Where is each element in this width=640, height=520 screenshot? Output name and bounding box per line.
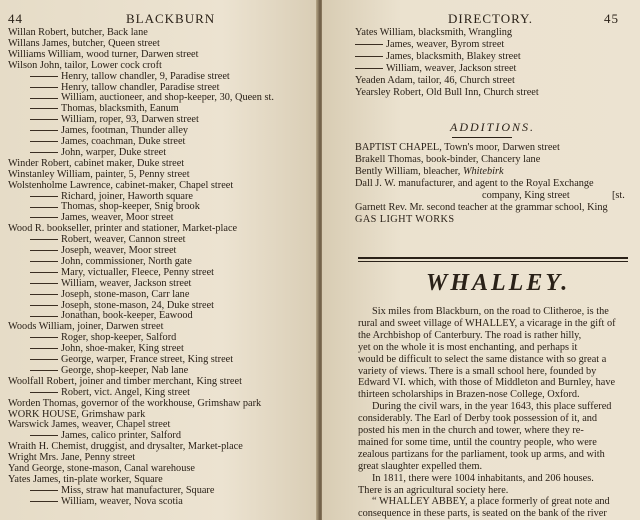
entry-text: Wraith H. Chemist, druggist, and drysalter, Market-place [8, 441, 243, 453]
ditto-dash [30, 316, 58, 317]
entry-text: James, calico printer, Salford [61, 430, 181, 442]
paragraph-line: During the civil wars, in the year 1643, this place suffered [372, 401, 612, 413]
ditto-dash [355, 68, 383, 69]
entry-text: Wright Mrs. Jane, Penny street [8, 452, 136, 464]
additions-rule [452, 137, 512, 138]
ditto-dash [30, 272, 58, 273]
ditto-dash [30, 152, 58, 153]
ditto-dash [30, 217, 58, 218]
right-page-number: 45 [604, 11, 619, 26]
directory-entry [355, 75, 515, 87]
addition-line: Bently William, bleacher, Whitebirk [355, 166, 504, 177]
paragraph-line: the Archbishop of Canterbury. The road is rather hilly, [358, 329, 582, 341]
entry-text: James, coachman, Duke street [61, 136, 186, 147]
entry-text: Yates William, blacksmith, Wrangling [355, 27, 513, 38]
entry-text: Henry, tallow chandler, 9, Paradise street [61, 70, 230, 82]
left-page-number: 44 [8, 11, 23, 26]
ditto-dash [30, 250, 58, 251]
ditto-dash [30, 305, 58, 306]
ditto-dash [30, 490, 58, 491]
ditto-dash [30, 392, 58, 393]
directory-entry [355, 27, 512, 39]
addition-line: Brakell Thomas, book-binder, Chancery lane [355, 154, 541, 165]
entry-text: WORK HOUSE, Grimshaw park [8, 408, 146, 420]
addition-line: company, King street [482, 190, 570, 201]
ditto-dash [355, 56, 383, 57]
addition-line: Garnett Rev. Mr. second teacher at the grammar school, King [355, 202, 608, 213]
right-running-head: DIRECTORY. [448, 11, 534, 26]
ditto-dash [30, 239, 58, 240]
paragraph-line: mained for some time, until the country people, who were [358, 436, 597, 448]
entry-text: Joseph, weaver, Moor street [61, 245, 177, 256]
entry-text: Worden Thomas, governor of the workhouse, Grimshaw park [8, 397, 262, 409]
entry-text: Wolstenholme Lawrence, cabinet-maker, Chapel street [8, 179, 234, 191]
entry-text: Joseph, stone-mason, 24, Duke street [61, 299, 214, 311]
entry-text: John, shoe-maker, King street [61, 343, 184, 355]
entry-text: Henry, tallow chandler, Paradise street [61, 81, 220, 93]
entry-text: Willan Robert, butcher, Back lane [8, 27, 148, 38]
paragraph-line: rural and sweet village of WHALLEY, a vicarage in the gift of [358, 317, 616, 329]
entry-text: Wood R. bookseller, printer and stationer, Market-place [8, 223, 238, 235]
ditto-dash [30, 87, 58, 88]
entry-text: Warswick James, weaver, Chapel street [8, 419, 171, 431]
ditto-dash [30, 98, 58, 99]
entry-text: William, roper, 93, Darwen street [61, 114, 199, 126]
left-running-head: BLACKBURN [126, 11, 216, 26]
ditto-dash [30, 261, 58, 262]
ditto-dash [30, 108, 58, 109]
paragraph-line: consequence in these parts, is seated on the bank of the river [358, 508, 607, 520]
entry-text: Woolfall Robert, joiner and timber merchant, King street [8, 375, 242, 387]
ditto-dash [30, 196, 58, 197]
paragraph-line: Six miles from Blackburn, on the road to Clitheroe, is the [372, 306, 609, 317]
directory-entry [355, 63, 516, 75]
ditto-dash [355, 44, 383, 45]
paragraph-line: posted his men in the church and tower, where they re- [358, 425, 584, 436]
paragraph-line: There is an agricultural society here. [358, 484, 509, 496]
whalley-title: WHALLEY. [426, 270, 571, 296]
entry-text: Winder Robert, cabinet maker, Duke street [8, 157, 185, 169]
paragraph-line: considerably. The Earl of Derby took possession of it, and [358, 413, 598, 425]
addition-line: [st. [612, 190, 625, 201]
paragraph-line: In 1811, there were 1004 inhabitants, and 206 houses. [372, 472, 594, 484]
entry-text: Yearsley Robert, Old Bull Inn, Church street [355, 87, 539, 98]
entry-text: Roger, shop-keeper, Salford [61, 332, 177, 344]
entry-text: Thomas, blacksmith, Eanum [61, 103, 179, 115]
entry-text: Williams William, wood turner, Darwen street [8, 48, 199, 60]
entry-text: Miss, straw hat manufacturer, Square [61, 484, 215, 496]
entry-text: Willans James, butcher, Queen street [8, 37, 160, 49]
ditto-dash [30, 435, 58, 436]
entry-text: James, blacksmith, Blakey street [386, 51, 521, 62]
paragraph-line: would be difficult to select the same distance with so great a [358, 353, 607, 365]
entry-text: James, footman, Thunder alley [61, 125, 189, 137]
entry-text: Robert, vict. Angel, King street [61, 386, 190, 398]
entry-text: Jonathan, book-keeper, Eawood [61, 310, 193, 322]
entry-text: John, commissioner, North gate [61, 255, 192, 267]
entry-text: Yates James, tin-plate worker, Square [8, 473, 163, 485]
additions-heading: ADDITIONS. [450, 120, 535, 134]
directory-entry [355, 51, 521, 63]
addition-line: GAS LIGHT WORKS [355, 214, 455, 225]
ditto-dash [30, 76, 58, 77]
addition-line: BAPTIST CHAPEL, Town's moor, Darwen street [355, 142, 560, 153]
addition-line: Dall J. W. manufacturer, and agent to the Royal Exchange [355, 178, 594, 189]
entry-text: George, warper, France street, King street [61, 354, 234, 365]
entry-text: Thomas, shop-keeper, Snig brook [61, 201, 200, 213]
paragraph-line: Edward VI. which, with those of Middleton and Burnley, have [358, 377, 616, 389]
paragraph-line: “ WHALLEY ABBEY, a place formerly of great note and [372, 496, 610, 508]
paragraph-line: zealous partizans for the parliament, took up arms, and with [358, 448, 605, 460]
directory-entry [355, 87, 539, 99]
entry-text: Richard, joiner, Haworth square [61, 190, 193, 202]
paragraph-line: great slaughter expelled them. [358, 460, 483, 472]
left-page [0, 0, 318, 520]
paragraph-line: variety of views. There is a small school here, founded by [358, 365, 597, 377]
entry-text: George, shop-keeper, Nab lane [61, 364, 189, 376]
entry-text: William, weaver, Jackson street [61, 277, 192, 289]
ditto-dash [30, 294, 58, 295]
entry-text: William, weaver, Jackson street [386, 63, 517, 74]
directory-entry [30, 496, 183, 508]
entry-text: John, warper, Duke street [61, 146, 167, 158]
paragraph-line: yet on the whole it is most enchanting, and perhaps it [358, 341, 578, 353]
ditto-dash [30, 130, 58, 131]
entry-text: Wilson John, tailor, Lower cock croft [8, 59, 162, 71]
entry-text: Winstanley William, painter, 5, Penny street [8, 168, 190, 180]
entry-text: Yand George, stone-mason, Canal warehouse [8, 463, 195, 474]
ditto-dash [30, 119, 58, 120]
ditto-dash [30, 337, 58, 338]
entry-text: William, auctioneer, and shop-keeper, 30, Queen st. [61, 92, 274, 104]
ditto-dash [30, 207, 58, 208]
directory-entry [355, 39, 504, 51]
ditto-dash [30, 501, 58, 502]
section-rule-thick [358, 257, 628, 259]
entry-text: Joseph, stone-mason, Carr lane [61, 288, 190, 300]
entry-text: Woods William, joiner, Darwen street [8, 321, 164, 333]
right-page [322, 0, 640, 520]
ditto-dash [30, 283, 58, 284]
entry-text: William, weaver, Nova scotia [61, 495, 183, 507]
ditto-dash [30, 141, 58, 142]
section-rule-thin [358, 261, 628, 262]
ditto-dash [30, 359, 58, 360]
ditto-dash [30, 348, 58, 349]
entry-text: Robert, weaver, Cannon street [61, 234, 186, 246]
ditto-dash [30, 370, 58, 371]
paragraph-line: thirteen scholarships in Brazen-nose College, Oxford. [358, 389, 580, 401]
entry-text: James, weaver, Byrom street [386, 39, 505, 50]
entry-text: James, weaver, Moor street [61, 212, 174, 224]
entry-text: Yeaden Adam, tailor, 46, Church street [355, 75, 515, 86]
entry-text: Mary, victualler, Fleece, Penny street [61, 266, 215, 278]
